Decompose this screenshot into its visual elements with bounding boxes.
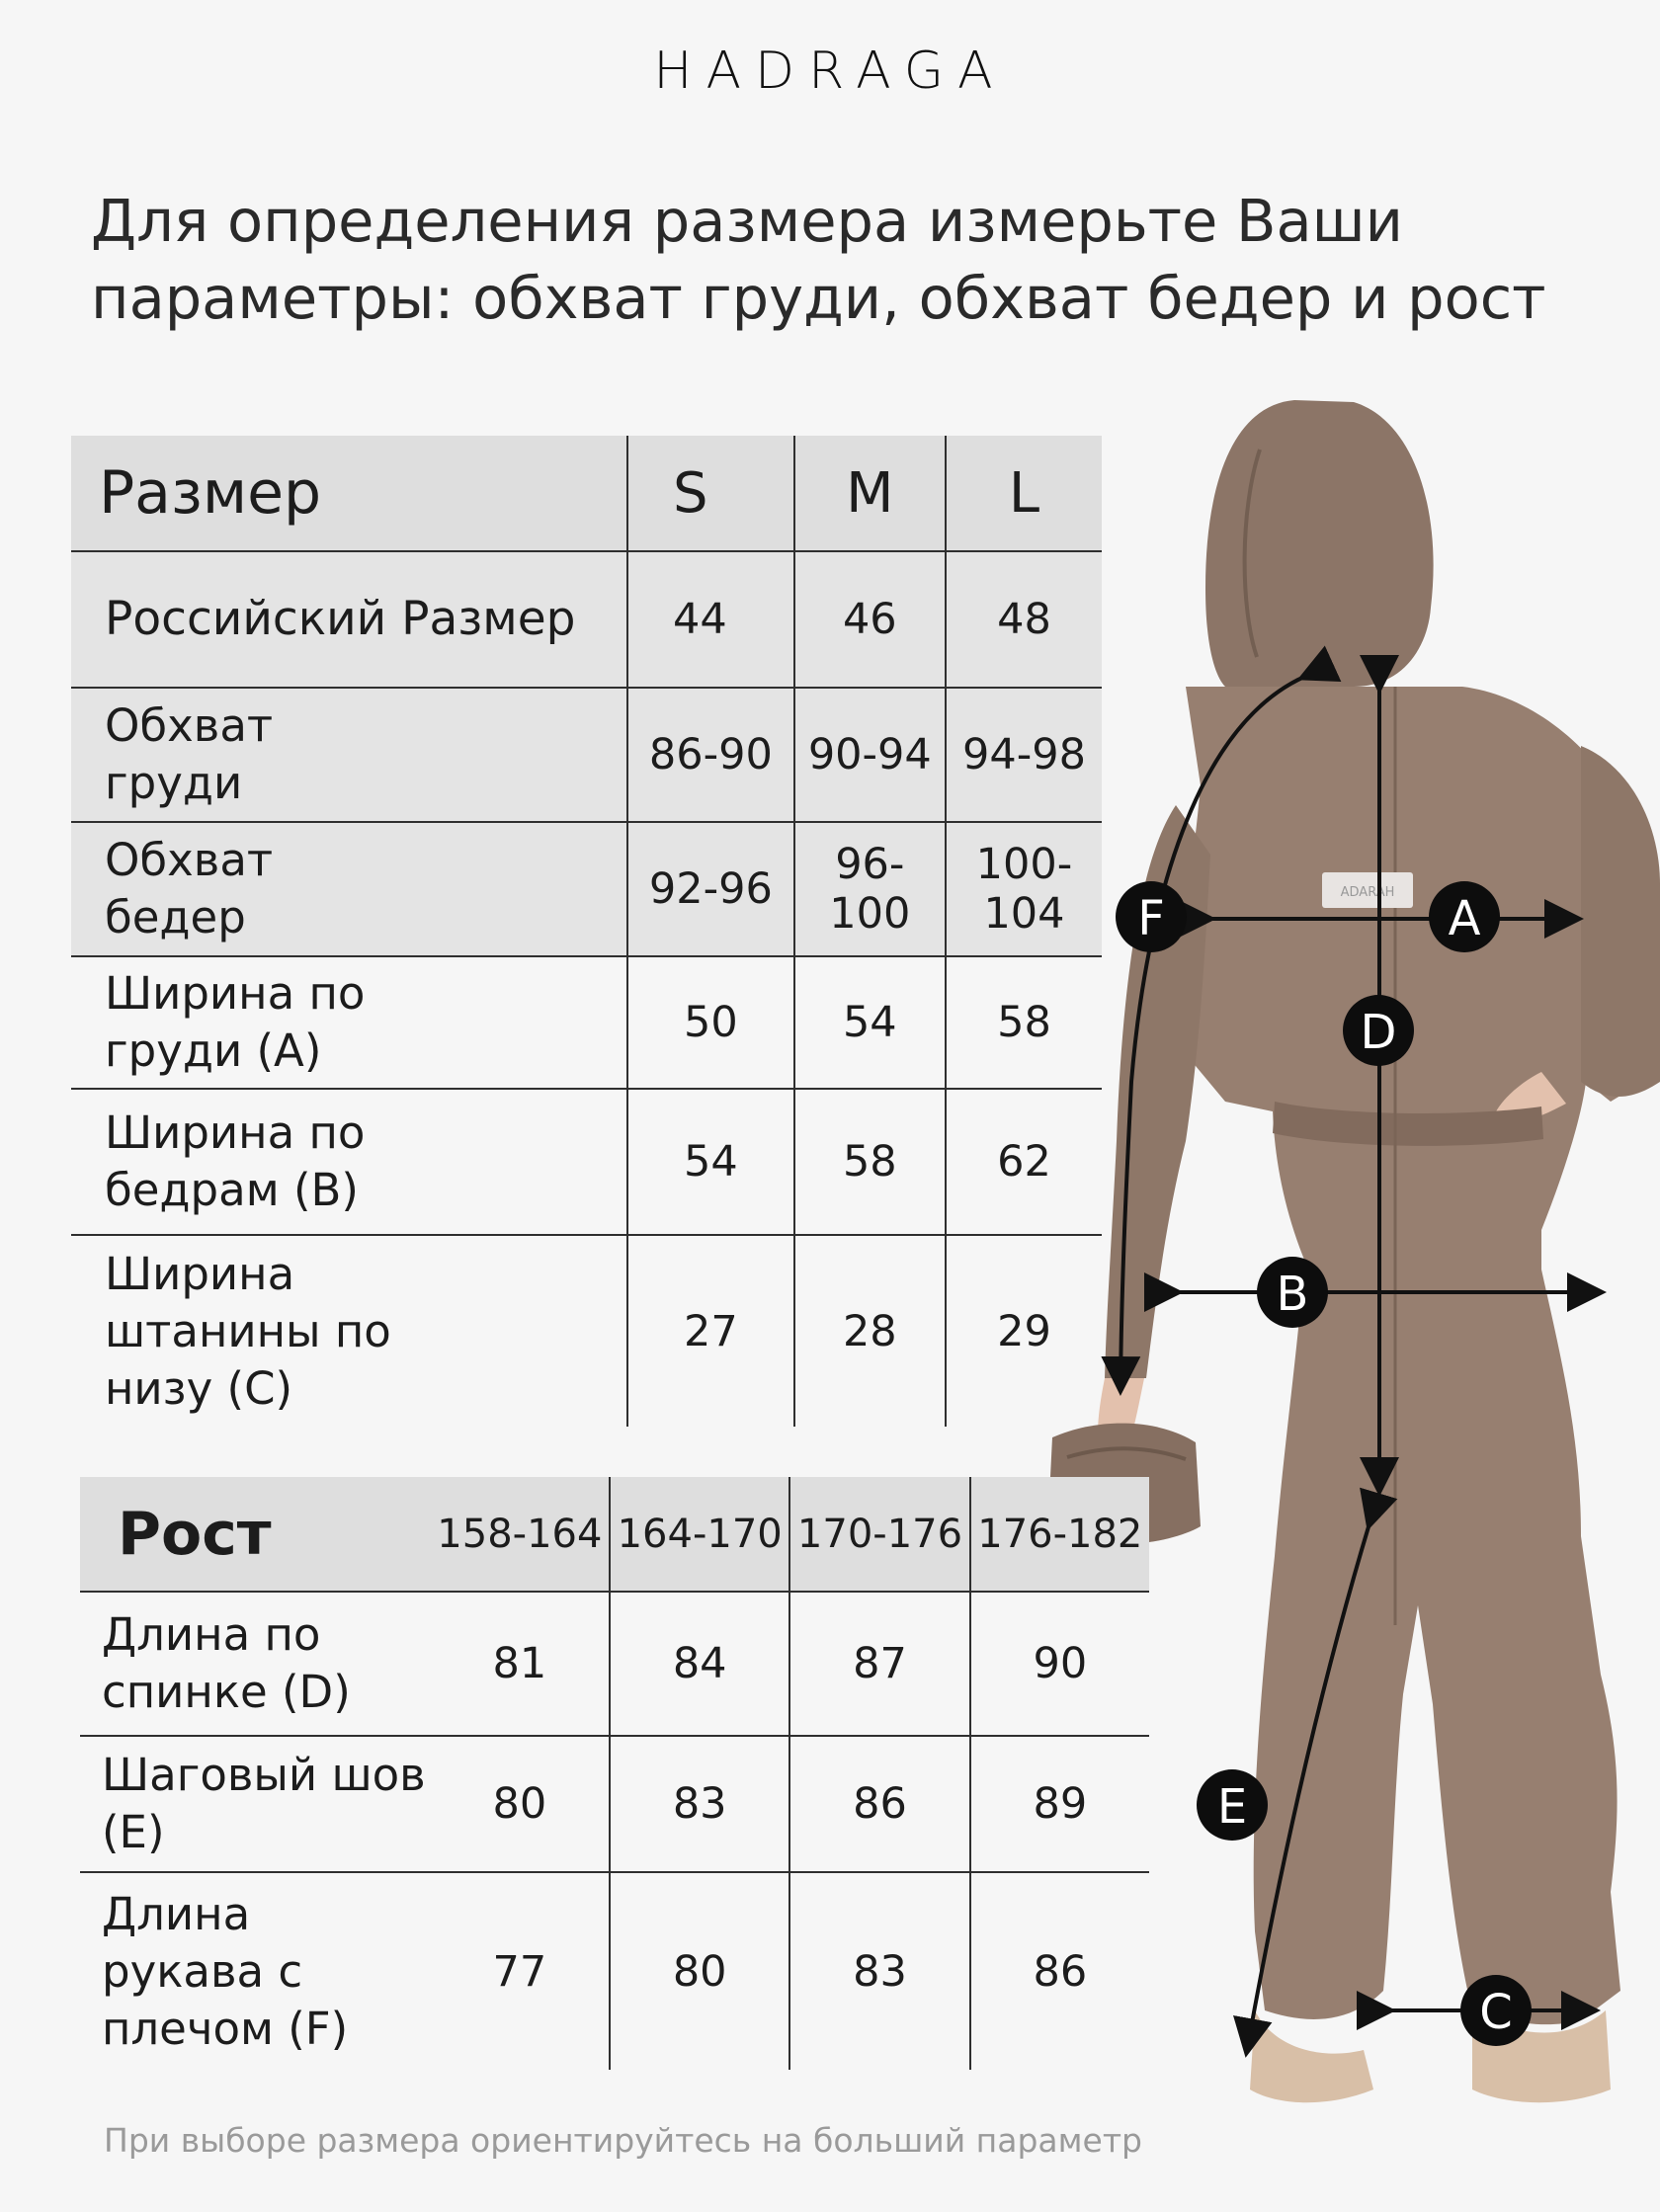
height-header-2: 164-170 [610,1477,789,1592]
size-header-m: M [794,436,946,551]
cell-s: 54 [627,1089,794,1235]
cell-m: 58 [794,1089,946,1235]
cell-h1: 81 [431,1592,610,1736]
cell-h3: 83 [789,1872,969,2070]
cell-l: 29 [946,1235,1102,1427]
size-header-l: L [946,436,1102,551]
cell-m: 46 [794,551,946,688]
table-row [71,551,1102,688]
marker-b-label: B [1276,1267,1309,1322]
cell-h2: 84 [610,1592,789,1736]
cell-l: 94-98 [946,688,1102,822]
brand-logo: HADRAGA [653,41,1007,101]
cell-h4: 90 [970,1592,1149,1736]
cell-s: 44 [627,551,794,688]
cell-h3: 86 [789,1736,969,1872]
row-label: Ширина штанины по низу (С) [105,1247,391,1415]
cell-h2: 80 [610,1872,789,2070]
table-row [71,1089,1102,1235]
table-row [71,1235,1102,1427]
cell-s: 50 [627,956,794,1089]
height-header-1: 158-164 [431,1477,610,1592]
table-row [80,1736,1149,1872]
row-label: Ширина по бедрам (В) [71,1089,627,1235]
cell-s: 86-90 [627,688,794,822]
row-label: Ширина по груди (А) [71,956,627,1089]
row-label: Длина по спинке (D) [80,1592,431,1736]
size-table [71,436,1102,1427]
cell-l: 58 [946,956,1102,1089]
cell-s: 27 [627,1235,794,1427]
height-header-4: 176-182 [970,1477,1149,1592]
cell-m: 54 [794,956,946,1089]
row-label: Шаговый шов (E) [80,1736,431,1872]
footnote: При выборе размера ориентируйтесь на больший параметр [104,2121,1143,2160]
marker-e-label: E [1216,1779,1248,1835]
row-label: Обхват бедер [71,822,627,956]
cell-m: 28 [794,1235,946,1427]
table-row [71,956,1102,1089]
page-headline: Для определения размера измерьте Ваши параметры: обхват груди, обхват бедер и рост [91,187,1546,332]
cell-s: 92-96 [627,822,794,956]
row-label: Длина рукава с плечом (F) [102,1887,349,2055]
cell-l: 48 [946,551,1102,688]
cell-l: 100-104 [946,822,1102,956]
marker-a-label: A [1448,891,1481,946]
garment-label-text: ADARAH [1340,885,1395,900]
table-row [80,1592,1149,1736]
cell-m: 90-94 [794,688,946,822]
cell-l: 62 [946,1089,1102,1235]
height-table [80,1477,1149,2070]
size-header-label: Размер [71,436,627,551]
cell-h4: 86 [970,1872,1149,2070]
table-row [71,688,1102,822]
cell-m: 96-100 [794,822,946,956]
size-header-s: S [627,436,794,551]
cell-h2: 83 [610,1736,789,1872]
table-row [80,1872,1149,2070]
marker-c-label: C [1479,1985,1513,2040]
marker-f-label: F [1137,891,1165,946]
table-row [71,822,1102,956]
row-label: Обхват груди [71,688,627,822]
garment-label-patch [1322,872,1413,908]
height-table-header [80,1477,1149,1592]
row-label: Российский Размер [71,551,627,688]
height-header-3: 170-176 [789,1477,969,1592]
cell-h1: 77 [492,1946,547,1997]
cell-h1: 80 [431,1736,610,1872]
cell-h3: 87 [789,1592,969,1736]
size-table-header [71,436,1102,551]
height-header-label: Рост [80,1477,431,1592]
marker-d-label: D [1360,1005,1397,1060]
cell-h4: 89 [970,1736,1149,1872]
